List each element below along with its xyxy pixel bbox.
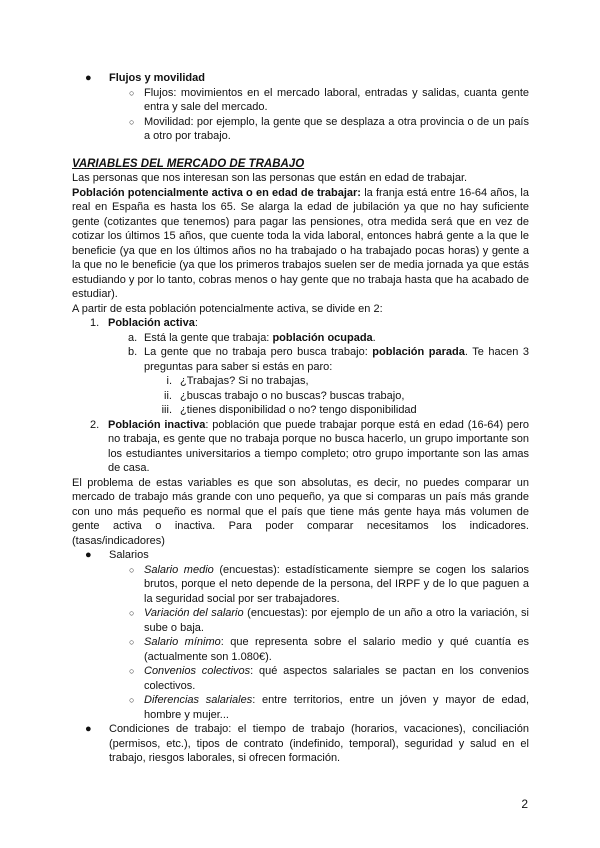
question-text: ¿Trabajas? Si no trabajas,	[180, 375, 309, 387]
salario-item-2	[72, 606, 529, 635]
flujos-item-text: Flujos: movimientos en el mercado laboral, entradas y salidas, cuanta gente entra y sale del mercado.	[144, 86, 529, 113]
salario-term: Convenios colectivos	[144, 665, 251, 677]
bullet-salarios	[72, 548, 529, 563]
alpha-b-bold: población parada	[372, 346, 465, 358]
numbered-item-inactiva	[72, 418, 529, 476]
salario-text: : que representa sobre el salario medio y qué cuantía es (actualmente son 1.080€).	[144, 636, 529, 663]
roman-item-2	[72, 389, 529, 404]
activa-title: Población activa	[108, 317, 195, 329]
page-content	[72, 71, 529, 766]
salarios-title: Salarios	[109, 549, 149, 561]
salario-item-4	[72, 664, 529, 693]
bullet-flujos	[72, 71, 529, 86]
potential-paragraph	[72, 186, 529, 302]
circle-marker: ○	[129, 695, 135, 705]
problema-paragraph: El problema de estas variables es que son absolutas, es decir, no puedes comparar un mercado de trabajo más grande con uno pequeño, ya que si comparas un país más grande con uno más pequeño es normal que el país que tiene más gente haya más volumen de gente activa o inactiva. Para poder comparar necesitamos los indicadores. (tasas/indicadores)	[72, 476, 529, 547]
intro-paragraph: Las personas que nos interesan son las personas que están en edad de trabajar.	[72, 172, 468, 184]
roman-item-1	[72, 374, 529, 389]
question-text: ¿buscas trabajo o no buscas? buscas trabajo,	[180, 389, 405, 402]
flujos-item-2	[72, 115, 529, 144]
alpha-marker: b.	[128, 346, 138, 358]
salario-term: Salario mínimo	[144, 636, 221, 648]
bullet-marker: ●	[85, 549, 92, 561]
roman-marker: ii.	[164, 389, 172, 402]
inactiva-title: Población inactiva	[108, 418, 206, 431]
roman-marker: i.	[166, 375, 172, 387]
activa-colon: :	[194, 317, 198, 329]
circle-marker: ○	[129, 608, 135, 618]
alpha-a-end: .	[372, 331, 376, 344]
number-marker: 1.	[90, 317, 100, 329]
flujos-item-text: Movilidad: por ejemplo, la gente que se desplaza a otra provincia o de un país a otro por trabajo.	[144, 115, 529, 142]
alpha-a-bold: población ocupada	[272, 331, 373, 344]
page-number: 2	[521, 797, 528, 811]
salario-text: (encuestas): estadísticamente siempre se cogen los salarios brutos, porque el neto depende de la persona, del IRPF y de lo que paguen a la seguridad social por ser trabajadores.	[144, 563, 529, 605]
circle-marker: ○	[129, 637, 135, 647]
bullet-marker: ●	[85, 72, 92, 84]
number-marker: 2.	[90, 418, 100, 431]
circle-marker: ○	[129, 87, 135, 98]
salario-item-1	[72, 563, 529, 607]
question-text: ¿tienes disponibilidad o no? tengo disponibilidad	[180, 404, 417, 416]
salario-term: Salario medio	[144, 563, 214, 576]
alpha-b-end: . Te hacen 3 preguntas para saber si estás en paro:	[144, 346, 529, 373]
salario-term: Diferencias salariales	[144, 694, 253, 706]
salario-text: (encuestas): por ejemplo de un año a otro la variación, si sube o baja.	[144, 607, 529, 634]
bullet-marker: ●	[85, 723, 92, 735]
flujos-title: Flujos y movilidad	[109, 72, 205, 84]
flujos-item-1	[72, 86, 529, 115]
inactiva-text: : población que puede trabajar porque está en edad (16-64) pero no trabaja, es gente que no trabaja porque no busca hacerlo, un grupo importante son los estudiantes universitarios a tiempo completo; otro grupo importante son las amas de casa.	[108, 418, 529, 474]
divide-paragraph: A partir de esta población potencialmente activa, se divide en 2:	[72, 302, 383, 315]
circle-marker: ○	[129, 564, 135, 575]
roman-marker: iii.	[161, 404, 172, 416]
salario-text: : entre territorios, entre un jóven y mayor de edad, hombre y mujer...	[144, 694, 529, 721]
salario-text: : qué aspectos salariales se pactan en los convenios colectivos.	[144, 665, 529, 692]
section-heading: VARIABLES DEL MERCADO DE TRABAJO	[72, 157, 305, 170]
alpha-item-b	[72, 345, 529, 374]
circle-marker: ○	[129, 116, 135, 127]
roman-item-3	[72, 403, 529, 418]
circle-marker: ○	[129, 666, 135, 676]
salario-item-5	[72, 693, 529, 722]
potential-title: Población potencialmente activa o en edad de trabajar:	[72, 186, 361, 199]
condiciones-text: Condiciones de trabajo: el tiempo de trabajo (horarios, vacaciones), conciliación (permisos, etc.), tipos de contrato (indefinido, temporal), seguridad y salud en el trabajo, riesgos laborales, si ofrecen formación.	[109, 723, 529, 764]
bullet-condiciones	[72, 722, 529, 766]
alpha-b-text: La gente que no trabaja pero busca trabajo:	[144, 346, 373, 358]
salario-term: Variación del salario	[144, 607, 244, 619]
numbered-item-activa	[72, 316, 529, 331]
alpha-marker: a.	[128, 331, 138, 344]
alpha-item-a	[72, 331, 529, 346]
salario-item-3	[72, 635, 529, 664]
potential-text: la franja está entre 16-64 años, la real en España es hasta los 65. Se alarga la edad de jubilación ya que no hay suficiente gente (cotizantes que tenemos) para pagar las pensiones, otra medida será que en vez de cotizar los últimos 15 años, que cuente toda la vida laboral, entonces habrá gente a la que le beneficie (ya que en los últimos años no ha trabajado o ha trabajado pocas horas) y gente a la que no le beneficie (ya que los primeros trabajos suelen ser de media jornada ya que estás estudiando y por lo tanto, cobras menos o hay gente que no trabaja hasta que ha acabado de estudiar).	[72, 186, 529, 300]
alpha-a-text: Está la gente que trabaja:	[144, 331, 273, 344]
